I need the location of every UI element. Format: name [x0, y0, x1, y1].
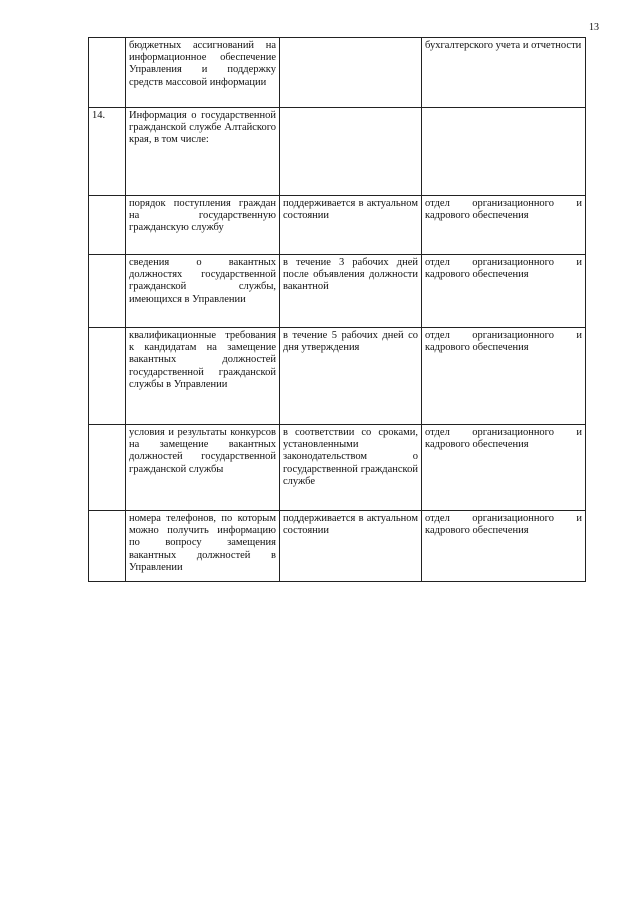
term-cell: в течение 5 рабочих дней со дня утверждения	[280, 328, 422, 425]
term-cell	[280, 108, 422, 196]
information-cell: Информация о государственной гражданской службе Алтайского края, в том числе:	[126, 108, 280, 196]
term-cell: поддерживается в актуальном состоянии	[280, 196, 422, 255]
row-number-cell	[89, 38, 126, 108]
row-number-cell	[89, 196, 126, 255]
information-cell: порядок поступления граждан на государственную гражданскую службу	[126, 196, 280, 255]
table-row	[89, 511, 586, 582]
responsible-cell: отдел организационного и кадрового обеспечения	[422, 255, 586, 328]
information-table	[88, 37, 586, 582]
row-number-cell	[89, 328, 126, 425]
responsible-cell	[422, 108, 586, 196]
term-cell	[280, 38, 422, 108]
page-number: 13	[589, 22, 599, 33]
table-row	[89, 255, 586, 328]
table-row	[89, 328, 586, 425]
responsible-cell: отдел организационного и кадрового обеспечения	[422, 425, 586, 511]
table-row	[89, 108, 586, 196]
responsible-cell: отдел организационного и кадрового обеспечения	[422, 328, 586, 425]
information-cell: сведения о вакантных должностях государственной гражданской службы, имеющихся в Управлении	[126, 255, 280, 328]
row-number-cell	[89, 255, 126, 328]
table-row	[89, 196, 586, 255]
information-cell: условия и результаты конкурсов на замещение вакантных должностей государственной гражданской службы	[126, 425, 280, 511]
row-number-cell: 14.	[89, 108, 126, 196]
information-cell: бюджетных ассигнований на информационное обеспечение Управления и поддержку средств массовой информации	[126, 38, 280, 108]
term-cell: в течение 3 рабочих дней после объявления должности вакантной	[280, 255, 422, 328]
responsible-cell: отдел организационного и кадрового обеспечения	[422, 196, 586, 255]
responsible-cell: бухгалтерского учета и отчетности	[422, 38, 586, 108]
term-cell: в соответствии со сроками, установленными законодательством о государственной гражданской службе	[280, 425, 422, 511]
information-cell: номера телефонов, по которым можно получить информацию по вопросу замещения вакантных должностей в Управлении	[126, 511, 280, 582]
term-cell: поддерживается в актуальном состоянии	[280, 511, 422, 582]
row-number-cell	[89, 511, 126, 582]
information-cell: квалификационные требования к кандидатам на замещение вакантных должностей государственной гражданской службы в Управлении	[126, 328, 280, 425]
responsible-cell: отдел организационного и кадрового обеспечения	[422, 511, 586, 582]
table-row	[89, 425, 586, 511]
row-number-cell	[89, 425, 126, 511]
table-row	[89, 38, 586, 108]
